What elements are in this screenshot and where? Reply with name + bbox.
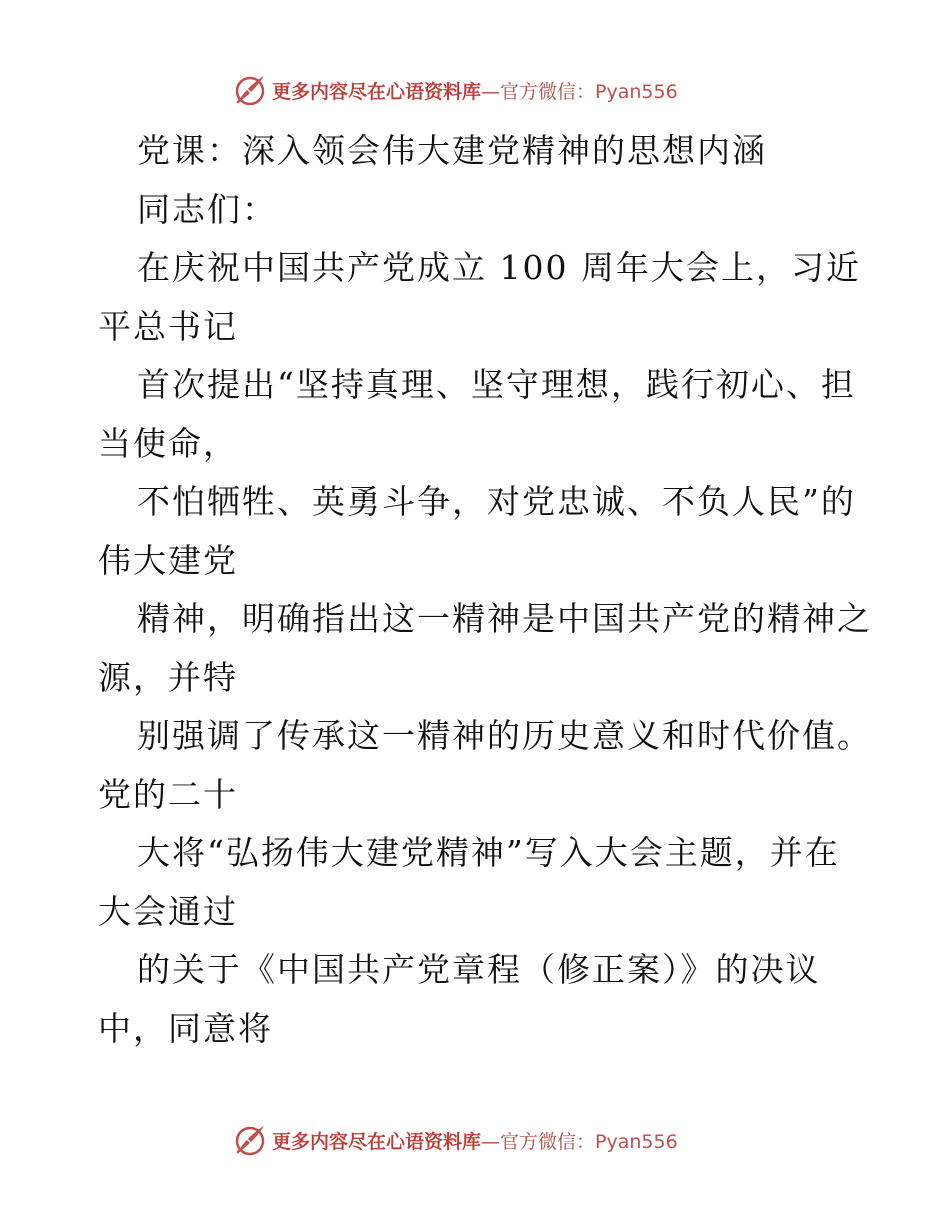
watermark-wechat-id: Pyan556 <box>595 1130 678 1153</box>
paragraph-line: 在庆祝中国共产党成立 100 周年大会上，习近 <box>137 248 861 287</box>
salutation: 同志们： <box>137 189 277 229</box>
paragraph-line: 源，并特 <box>98 657 238 697</box>
paragraph-line: 的关于《中国共产党章程（修正案）》的决议 <box>137 950 821 989</box>
paragraph-line: 当使命， <box>98 423 238 463</box>
watermark-wechat-id: Pyan556 <box>595 80 678 103</box>
paragraph-line: 平总书记 <box>98 306 238 346</box>
document-body <box>98 122 872 1058</box>
paragraph-line: 伟大建党 <box>98 540 238 580</box>
watermark-separator: — <box>481 1130 501 1153</box>
header-watermark-banner <box>232 70 752 110</box>
paragraph-line: 精神，明确指出这一精神是中国共产党的精神之 <box>137 599 872 638</box>
paragraph-line: 党的二十 <box>98 774 238 814</box>
watermark-main-text: 更多内容尽在心语资料库 <box>272 80 482 103</box>
paragraph-line: 首次提出“坚持真理、坚守理想，践行初心、担 <box>137 365 856 404</box>
quill-pen-logo-icon <box>232 72 268 108</box>
watermark-wechat-label: 官方微信： <box>500 1130 596 1153</box>
paragraph-line: 中，同意将 <box>98 1008 273 1048</box>
document-title: 党课：深入领会伟大建党精神的思想内涵 <box>137 131 767 170</box>
watermark-text <box>272 77 678 104</box>
paragraph-line: 大将“弘扬伟大建党精神”写入大会主题，并在 <box>137 833 840 872</box>
quill-pen-logo-icon <box>232 1122 268 1158</box>
watermark-separator: — <box>481 80 501 103</box>
paragraph-line: 不怕牺牲、英勇斗争，对党忠诚、不负人民”的 <box>137 482 856 521</box>
watermark-wechat-label: 官方微信： <box>500 80 596 103</box>
footer-watermark-banner <box>232 1120 752 1160</box>
paragraph-line: 别强调了传承这一精神的历史意义和时代价值。 <box>137 716 872 755</box>
watermark-main-text: 更多内容尽在心语资料库 <box>272 1130 482 1153</box>
paragraph-line: 大会通过 <box>98 891 238 931</box>
watermark-text <box>272 1127 678 1154</box>
